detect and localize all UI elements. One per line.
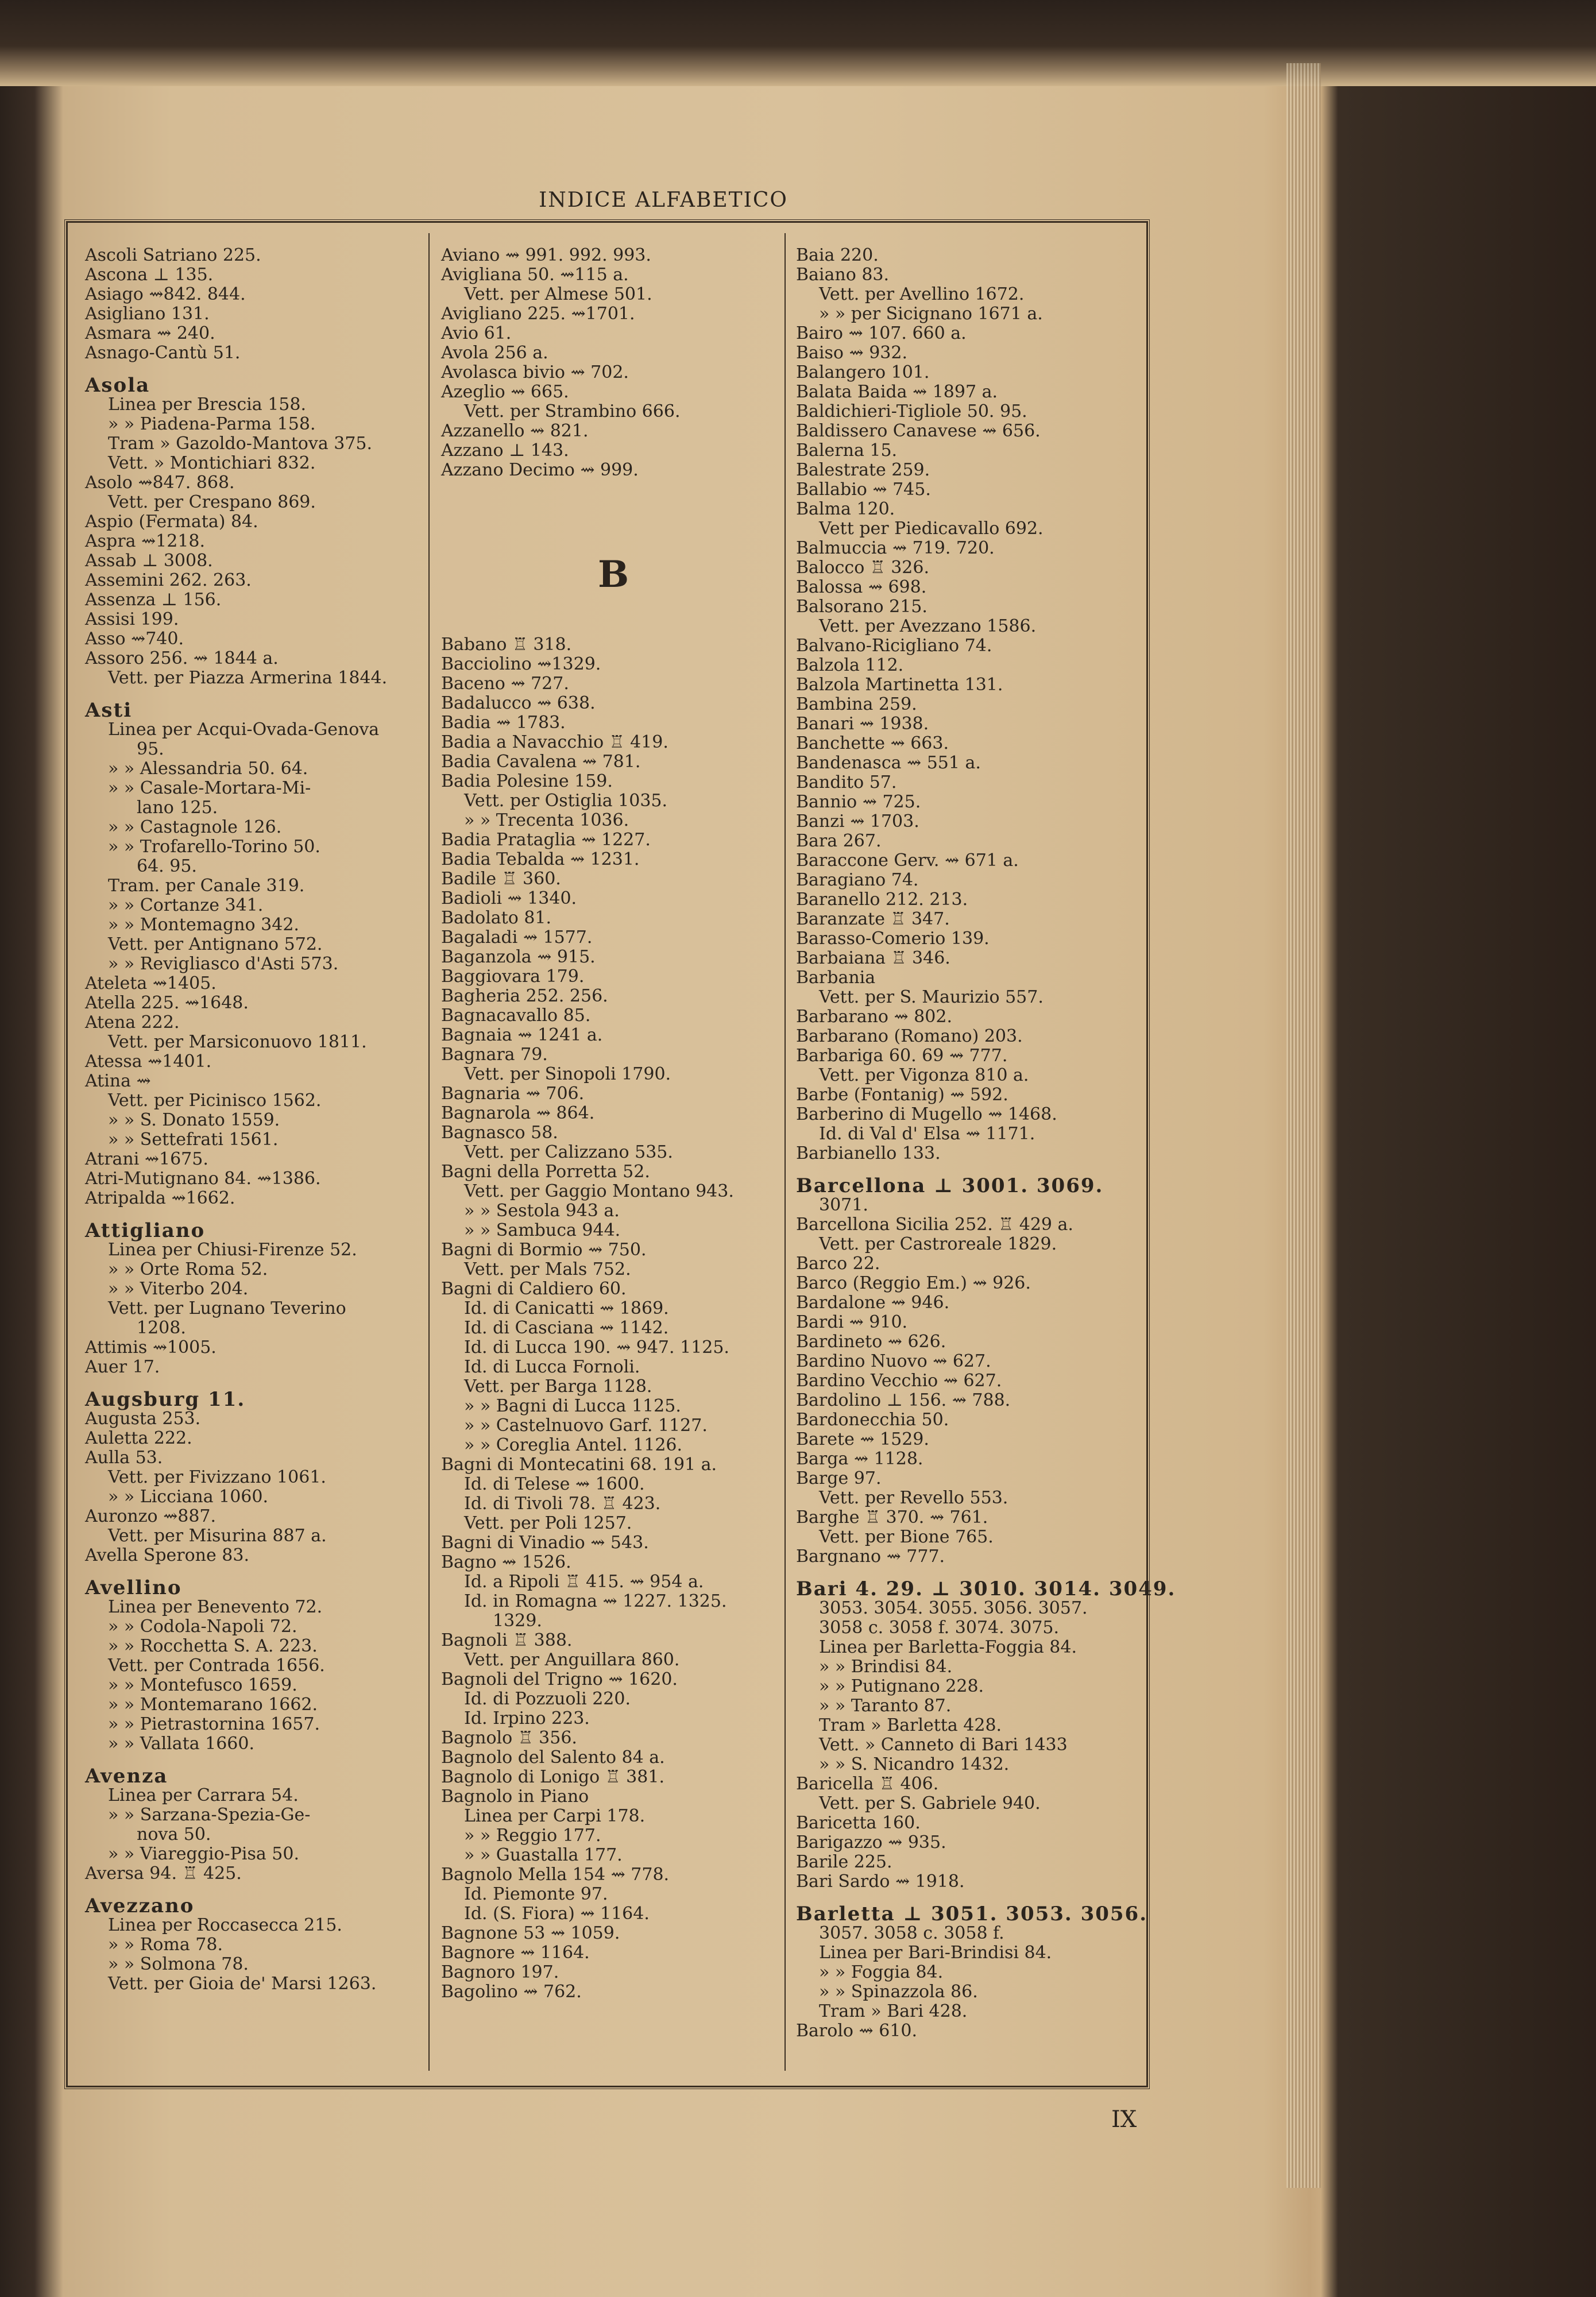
page-top-shadow — [0, 0, 1596, 86]
index-entry: » » Foggia 84. — [819, 1962, 944, 1982]
index-entry: Azeglio ⇝ 665. — [441, 382, 569, 402]
index-entry: Auronzo ⇝887. — [85, 1506, 217, 1526]
index-entry: » » S. Nicandro 1432. — [819, 1754, 1010, 1774]
index-entry: Baggiovara 179. — [441, 966, 585, 987]
index-entry: » » per Sicignano 1671 a. — [819, 304, 1043, 324]
index-entry: Id. di Pozzuoli 220. — [464, 1689, 631, 1709]
index-entry: Bagnarola ⇝ 864. — [441, 1103, 595, 1123]
index-entry: Vett. per Gaggio Montano 943. — [464, 1181, 734, 1201]
index-entry: Bagnoro 197. — [441, 1962, 559, 1982]
index-entry: Barolo ⇝ 610. — [796, 2021, 917, 2041]
index-entry: Tram » Bari 428. — [819, 2001, 968, 2021]
index-entry: Ateleta ⇝1405. — [85, 973, 217, 993]
index-entry: Assoro 256. ⇝ 1844 a. — [85, 648, 279, 668]
index-column-3 — [796, 245, 1176, 2041]
index-entry: Azzano Decimo ⇝ 999. — [441, 460, 639, 480]
index-entry: » » Coreglia Antel. 1126. — [464, 1435, 683, 1455]
index-entry: Baia 220. — [796, 245, 879, 265]
index-entry: » » Brindisi 84. — [819, 1657, 953, 1677]
index-entry: Barbaiana ♖ 346. — [796, 948, 950, 968]
index-entry: Id. di Lucca 190. ⇝ 947. 1125. — [464, 1337, 729, 1358]
index-entry: Avella Sperone 83. — [85, 1545, 249, 1565]
index-entry: » » Alessandria 50. 64. — [108, 759, 308, 779]
index-entry: Barghe ♖ 370. ⇝ 761. — [796, 1507, 988, 1528]
index-entry: Baricetta 160. — [796, 1813, 921, 1833]
index-entry: Baragiano 74. — [796, 870, 919, 890]
index-entry: Badile ♖ 360. — [441, 869, 561, 889]
index-entry: Barcellona Sicilia 252. ♖ 429 a. — [796, 1215, 1073, 1235]
section-letter: B — [597, 553, 629, 596]
index-entry: » » Trofarello-Torino 50. — [108, 837, 320, 857]
index-entry: Tram. per Canale 319. — [108, 876, 305, 896]
index-entry: Linea per Brescia 158. — [108, 395, 306, 415]
index-entry: Assisi 199. — [85, 609, 179, 629]
index-entry: Barberino di Mugello ⇝ 1468. — [796, 1104, 1057, 1124]
index-entry: Tram » Barletta 428. — [819, 1715, 1002, 1735]
index-entry: Id. di Canicatti ⇝ 1869. — [464, 1298, 669, 1318]
index-entry: Asmara ⇝ 240. — [85, 323, 215, 343]
index-entry: Assab ⊥ 3008. — [85, 551, 213, 571]
index-entry: » » Sambuca 944. — [464, 1220, 621, 1240]
index-entry: Bardi ⇝ 910. — [796, 1312, 908, 1332]
index-entry: Linea per Acqui-Ovada-Genova — [108, 720, 380, 740]
index-entry: Vett. per Lugnano Teverino — [108, 1298, 346, 1318]
index-entry: Bandenasca ⇝ 551 a. — [796, 753, 981, 773]
index-entry: Bardolino ⊥ 156. ⇝ 788. — [796, 1390, 1011, 1410]
index-entry: Ascona ⊥ 135. — [85, 265, 214, 285]
index-entry: Bagnone 53 ⇝ 1059. — [441, 1923, 620, 1943]
index-entry: Banzi ⇝ 1703. — [796, 811, 919, 832]
index-entry: Balzola Martinetta 131. — [796, 675, 1003, 695]
index-entry: Balangero 101. — [796, 362, 930, 382]
index-entry: Vett. per S. Gabriele 940. — [819, 1793, 1041, 1813]
index-entry: Barbarano (Romano) 203. — [796, 1026, 1023, 1046]
index-entry: Vett. per S. Maurizio 557. — [819, 987, 1044, 1007]
index-entry: Ballabio ⇝ 745. — [796, 479, 931, 500]
index-entry: Barbe (Fontanig) ⇝ 592. — [796, 1085, 1008, 1105]
index-entry: Bargnano ⇝ 777. — [796, 1546, 945, 1567]
index-entry: Vett. per Misurina 887 a. — [108, 1526, 327, 1546]
index-entry: Id. (S. Fiora) ⇝ 1164. — [464, 1904, 650, 1924]
index-entry: Vett. per Strambino 666. — [464, 401, 681, 421]
index-entry: Asolo ⇝847. 868. — [85, 473, 235, 493]
index-entry: Id. di Val d' Elsa ⇝ 1171. — [819, 1124, 1035, 1144]
index-entry: » » Viterbo 204. — [108, 1279, 249, 1299]
index-entry: Bagnaia ⇝ 1241 a. — [441, 1025, 603, 1045]
index-entry: Barco 22. — [796, 1254, 880, 1274]
index-entry: Vett. » Montichiari 832. — [108, 453, 316, 473]
index-entry: Bannio ⇝ 725. — [796, 792, 921, 812]
index-entry: » » Montefusco 1659. — [108, 1675, 297, 1695]
index-entry: Bagni di Bormio ⇝ 750. — [441, 1240, 647, 1260]
index-entry: Balerna 15. — [796, 440, 898, 461]
index-entry: Balestrate 259. — [796, 460, 930, 480]
index-entry: Vett. per Castroreale 1829. — [819, 1234, 1057, 1254]
index-entry: Vett. per Avellino 1672. — [819, 284, 1025, 304]
index-entry: 3058 c. 3058 f. 3074. 3075. — [819, 1618, 1060, 1638]
index-entry: » » Trecenta 1036. — [464, 810, 629, 830]
index-heading: Avezzano — [85, 1894, 195, 1917]
index-entry: Bardino Vecchio ⇝ 627. — [796, 1371, 1002, 1391]
page-number: IX — [1111, 2106, 1137, 2133]
index-entry: Azzano ⊥ 143. — [441, 440, 569, 461]
index-entry: Vett. per Picinisco 1562. — [108, 1091, 322, 1111]
index-heading: Bari 4. 29. ⊥ 3010. 3014. 3049. — [796, 1577, 1176, 1600]
index-entry: Vett. per Gioia de' Marsi 1263. — [108, 1974, 377, 1994]
index-entry: Barasso-Comerio 139. — [796, 929, 990, 949]
index-entry: Balsorano 215. — [796, 597, 928, 617]
index-heading: Avenza — [85, 1765, 168, 1788]
index-entry: » » Orte Roma 52. — [108, 1259, 268, 1279]
index-entry: Aspio (Fermata) 84. — [85, 512, 258, 532]
index-entry: » » Roma 78. — [108, 1935, 223, 1955]
index-entry: Asigliano 131. — [85, 304, 210, 324]
index-entry: Bagnolo di Lonigo ♖ 381. — [441, 1767, 664, 1787]
index-entry: Linea per Barletta-Foggia 84. — [819, 1637, 1077, 1657]
index-entry: Vett. per Poli 1257. — [464, 1513, 632, 1533]
index-entry: » » Spinazzola 86. — [819, 1982, 978, 2002]
index-entry: Barbarano ⇝ 802. — [796, 1007, 952, 1027]
index-entry: Bagnara 79. — [441, 1045, 548, 1065]
index-entry: » » Revigliasco d'Asti 573. — [108, 954, 339, 974]
index-entry: Bagnacavallo 85. — [441, 1006, 591, 1026]
index-entry: Linea per Chiusi-Firenze 52. — [108, 1240, 357, 1260]
index-column-2 — [441, 246, 786, 2002]
index-entry: Attimis ⇝1005. — [85, 1337, 217, 1358]
index-entry: Bari Sardo ⇝ 1918. — [796, 1871, 965, 1892]
index-entry: 1329. — [493, 1611, 542, 1631]
index-entry: Assenza ⊥ 156. — [85, 590, 222, 610]
index-entry: » » Licciana 1060. — [108, 1487, 269, 1507]
index-entry: Badia Cavalena ⇝ 781. — [441, 752, 641, 772]
index-entry: Badolato 81. — [441, 908, 552, 928]
index-entry: » » Codola-Napoli 72. — [108, 1617, 297, 1637]
index-heading: Attigliano — [85, 1219, 206, 1242]
index-entry: Badia Tebalda ⇝ 1231. — [441, 849, 640, 869]
index-entry: Badia ⇝ 1783. — [441, 713, 566, 733]
index-entry: Vett. per Revello 553. — [819, 1488, 1008, 1508]
index-entry: Barile 225. — [796, 1852, 892, 1872]
index-entry: 3053. 3054. 3055. 3056. 3057. — [819, 1598, 1088, 1618]
index-entry: Ascoli Satriano 225. — [85, 245, 261, 265]
index-entry: Avigliano 225. ⇝1701. — [441, 304, 635, 324]
index-entry: Bagni della Porretta 52. — [441, 1162, 650, 1182]
index-entry: Bagni di Vinadio ⇝ 543. — [441, 1533, 649, 1553]
index-heading: Augsburg 11. — [85, 1388, 246, 1411]
index-entry: » » Rocchetta S. A. 223. — [108, 1636, 318, 1656]
index-entry: Asnago-Cantù 51. — [85, 343, 241, 363]
index-entry: Bara 267. — [796, 831, 882, 851]
index-entry: Baldissero Canavese ⇝ 656. — [796, 421, 1041, 441]
index-entry: Atena 222. — [85, 1012, 180, 1033]
index-entry: Vett. per Contrada 1656. — [108, 1656, 325, 1676]
index-entry: Barbariga 60. 69 ⇝ 777. — [796, 1046, 1008, 1066]
index-entry: » » Guastalla 177. — [464, 1845, 623, 1865]
index-entry: Atella 225. ⇝1648. — [85, 993, 249, 1013]
index-entry: Avolasca bivio ⇝ 702. — [441, 362, 629, 382]
index-entry: Bagnolo Mella 154 ⇝ 778. — [441, 1865, 670, 1885]
index-entry: Bagnoli del Trigno ⇝ 1620. — [441, 1669, 678, 1689]
index-entry: » » Montemarano 1662. — [108, 1695, 318, 1715]
index-entry: » » Sestola 943 a. — [464, 1201, 620, 1221]
index-entry: Barbania — [796, 968, 876, 988]
index-entry: Bagnolo in Piano — [441, 1786, 589, 1807]
index-entry: lano 125. — [137, 798, 218, 818]
index-entry: » » Castelnuovo Garf. 1127. — [464, 1416, 708, 1436]
index-entry: 3071. — [819, 1195, 868, 1215]
index-entry: Badalucco ⇝ 638. — [441, 693, 596, 713]
index-entry: Auer 17. — [85, 1357, 160, 1377]
page-header: INDICE ALFABETICO — [539, 188, 788, 212]
index-entry: Vett. per Bione 765. — [819, 1527, 994, 1547]
index-entry: Id. Irpino 223. — [464, 1708, 590, 1728]
index-entry: Bagaladi ⇝ 1577. — [441, 927, 593, 948]
index-entry: Avio 61. — [441, 323, 512, 343]
index-entry: Aversa 94. ♖ 425. — [85, 1863, 242, 1884]
index-entry: Linea per Benevento 72. — [108, 1597, 323, 1617]
index-entry: Avigliana 50. ⇝115 a. — [441, 265, 629, 285]
index-entry: Vett. per Anguillara 860. — [464, 1650, 680, 1670]
index-entry: Linea per Carpi 178. — [464, 1806, 646, 1826]
page-edge — [1286, 63, 1321, 2188]
index-entry: Vett. per Piazza Armerina 1844. — [108, 668, 388, 688]
index-entry: Aulla 53. — [85, 1448, 163, 1468]
index-entry: Bagnoli ♖ 388. — [441, 1630, 573, 1650]
index-entry: Id. di Telese ⇝ 1600. — [464, 1474, 645, 1494]
index-entry: Id. di Lucca Fornoli. — [464, 1357, 640, 1377]
index-entry: Id. di Tivoli 78. ♖ 423. — [464, 1494, 661, 1514]
index-entry: » » Casale-Mortara-Mi- — [108, 778, 311, 798]
index-entry: Barbianello 133. — [796, 1143, 941, 1163]
index-entry: Bardonecchia 50. — [796, 1410, 949, 1430]
index-entry: Baldichieri-Tigliole 50. 95. — [796, 401, 1027, 421]
index-entry: Atrani ⇝1675. — [85, 1149, 208, 1169]
index-frame — [64, 219, 1176, 2089]
index-entry: » » Pietrastornina 1657. — [108, 1714, 320, 1734]
index-entry: Baranzate ♖ 347. — [796, 909, 950, 929]
index-entry: Baiano 83. — [796, 265, 890, 285]
index-entry: Auletta 222. — [85, 1428, 192, 1448]
index-entry: Atri-Mutignano 84. ⇝1386. — [85, 1169, 321, 1189]
index-entry: » » Castagnole 126. — [108, 817, 282, 837]
index-entry: Bagno ⇝ 1526. — [441, 1552, 571, 1572]
index-entry: » » Taranto 87. — [819, 1696, 952, 1716]
index-entry: Vett. per Fivizzano 1061. — [108, 1467, 326, 1487]
index-entry: Id. a Ripoli ♖ 415. ⇝ 954 a. — [464, 1572, 704, 1592]
index-entry: » » Putignano 228. — [819, 1676, 984, 1696]
index-entry: Barga ⇝ 1128. — [796, 1449, 923, 1469]
index-entry: Barigazzo ⇝ 935. — [796, 1832, 946, 1853]
index-entry: Id. in Romagna ⇝ 1227. 1325. — [464, 1591, 727, 1611]
index-entry: Bandito 57. — [796, 772, 897, 792]
index-entry: » » Piadena-Parma 158. — [108, 414, 316, 434]
index-entry: Balata Baida ⇝ 1897 a. — [796, 382, 998, 402]
index-entry: Linea per Carrara 54. — [108, 1785, 299, 1805]
index-entry: » » Bagni di Lucca 1125. — [464, 1396, 681, 1416]
index-entry: Baceno ⇝ 727. — [441, 674, 569, 694]
index-entry: Baraccone Gerv. ⇝ 671 a. — [796, 850, 1019, 871]
index-entry: Babano ♖ 318. — [441, 635, 572, 655]
index-entry: Bagheria 252. 256. — [441, 986, 608, 1006]
index-heading: Asti — [85, 699, 133, 722]
index-heading: Avellino — [85, 1576, 182, 1599]
index-entry: 64. 95. — [137, 856, 197, 876]
index-entry: Barco (Reggio Em.) ⇝ 926. — [796, 1273, 1031, 1293]
index-entry: » » Vallata 1660. — [108, 1734, 255, 1754]
index-entry: Vett. » Canneto di Bari 1433 — [819, 1735, 1068, 1755]
index-entry: Balzola 112. — [796, 655, 904, 675]
index-entry: Id. di Casciana ⇝ 1142. — [464, 1318, 669, 1338]
index-entry: 1208. — [137, 1318, 186, 1338]
index-heading: Barletta ⊥ 3051. 3053. 3056. — [796, 1902, 1148, 1925]
index-entry: Balvano-Ricigliano 74. — [796, 636, 992, 656]
index-entry: Balmuccia ⇝ 719. 720. — [796, 538, 995, 558]
index-entry: Bagnore ⇝ 1164. — [441, 1943, 590, 1963]
index-entry: Bagni di Caldiero 60. — [441, 1279, 627, 1299]
index-entry: Badioli ⇝ 1340. — [441, 888, 577, 908]
index-entry: Vett per Piedicavallo 692. — [819, 519, 1044, 539]
index-entry: » » Sarzana-Spezia-Ge- — [108, 1805, 311, 1825]
index-entry: Atina ⇝ — [85, 1071, 151, 1091]
index-entry: Vett. per Mals 752. — [464, 1259, 631, 1279]
index-entry: » » Montemagno 342. — [108, 915, 299, 935]
index-entry: Vett. per Crespano 869. — [108, 492, 316, 512]
index-entry: nova 50. — [137, 1824, 211, 1844]
index-entry: Vett. per Vigonza 810 a. — [819, 1065, 1029, 1085]
index-entry: Bardino Nuovo ⇝ 627. — [796, 1351, 991, 1371]
index-entry: Bagolino ⇝ 762. — [441, 1982, 582, 2002]
index-column-1 — [85, 246, 430, 1994]
index-heading: Asola — [85, 374, 150, 397]
index-entry: Banari ⇝ 1938. — [796, 714, 929, 734]
index-entry: » » Cortanze 341. — [108, 895, 264, 915]
index-entry: Baricella ♖ 406. — [796, 1774, 939, 1794]
index-entry: Barete ⇝ 1529. — [796, 1429, 929, 1449]
index-entry: Bairo ⇝ 107. 660 a. — [796, 323, 967, 343]
index-entry: Bagnasco 58. — [441, 1123, 558, 1143]
index-entry: Vett. per Barga 1128. — [464, 1376, 652, 1397]
index-entry: 3057. 3058 c. 3058 f. — [819, 1923, 1004, 1943]
index-entry: Vett. per Sinopoli 1790. — [464, 1064, 671, 1084]
index-entry: Aviano ⇝ 991. 992. 993. — [441, 245, 651, 265]
index-entry: Vett. per Marsiconuovo 1811. — [108, 1032, 367, 1052]
index-entry: Vett. per Almese 501. — [464, 284, 652, 304]
index-entry: Avola 256 a. — [441, 343, 548, 363]
index-entry: Bacciolino ⇝1329. — [441, 654, 601, 674]
index-entry: Baganzola ⇝ 915. — [441, 947, 596, 967]
index-entry: Bagnaria ⇝ 706. — [441, 1084, 585, 1104]
index-entry: Baranello 212. 213. — [796, 890, 968, 910]
index-entry: Atessa ⇝1401. — [85, 1051, 212, 1072]
index-entry: Bagni di Montecatini 68. 191 a. — [441, 1455, 717, 1475]
index-entry: Balossa ⇝ 698. — [796, 577, 927, 597]
index-entry: Id. Piemonte 97. — [464, 1884, 608, 1904]
index-entry: Azzanello ⇝ 821. — [441, 421, 589, 441]
index-entry: Aspra ⇝1218. — [85, 531, 206, 551]
index-entry: » » Solmona 78. — [108, 1954, 249, 1974]
index-entry: Banchette ⇝ 663. — [796, 733, 949, 753]
index-heading: Barcellona ⊥ 3001. 3069. — [796, 1174, 1104, 1197]
index-entry: Asso ⇝740. — [85, 629, 184, 649]
index-entry: » » Reggio 177. — [464, 1826, 601, 1846]
index-entry: » » S. Donato 1559. — [108, 1110, 280, 1130]
index-entry: Balma 120. — [796, 499, 895, 519]
index-entry: Linea per Roccasecca 215. — [108, 1915, 342, 1935]
index-entry: Barge 97. — [796, 1468, 882, 1488]
index-entry: Bardalone ⇝ 946. — [796, 1293, 950, 1313]
index-entry: » » Viareggio-Pisa 50. — [108, 1844, 300, 1864]
index-entry: Augusta 253. — [85, 1409, 201, 1429]
index-entry: Bardineto ⇝ 626. — [796, 1332, 946, 1352]
index-entry: Badia Polesine 159. — [441, 771, 613, 791]
index-entry: » » Settefrati 1561. — [108, 1130, 279, 1150]
index-entry: Linea per Bari-Brindisi 84. — [819, 1943, 1052, 1963]
index-entry: Badia a Navacchio ♖ 419. — [441, 732, 668, 752]
index-entry: Atripalda ⇝1662. — [85, 1188, 235, 1208]
index-entry: Vett. per Antignano 572. — [108, 934, 323, 954]
index-entry: Tram » Gazoldo-Mantova 375. — [108, 434, 373, 454]
index-entry: Vett. per Calizzano 535. — [464, 1142, 673, 1162]
index-entry: Bagnolo ♖ 356. — [441, 1728, 577, 1748]
index-entry: Baiso ⇝ 932. — [796, 343, 907, 363]
index-entry: Bagnolo del Salento 84 a. — [441, 1747, 665, 1768]
index-entry: Balocco ♖ 326. — [796, 558, 930, 578]
index-entry: Vett. per Ostiglia 1035. — [464, 791, 668, 811]
index-entry: Bambina 259. — [796, 694, 917, 714]
index-entry: Assemini 262. 263. — [85, 570, 252, 590]
index-entry: Vett. per Avezzano 1586. — [819, 616, 1037, 636]
index-entry: Asiago ⇝842. 844. — [85, 284, 246, 304]
index-entry: 95. — [137, 739, 164, 759]
index-entry: Badia Prataglia ⇝ 1227. — [441, 830, 651, 850]
